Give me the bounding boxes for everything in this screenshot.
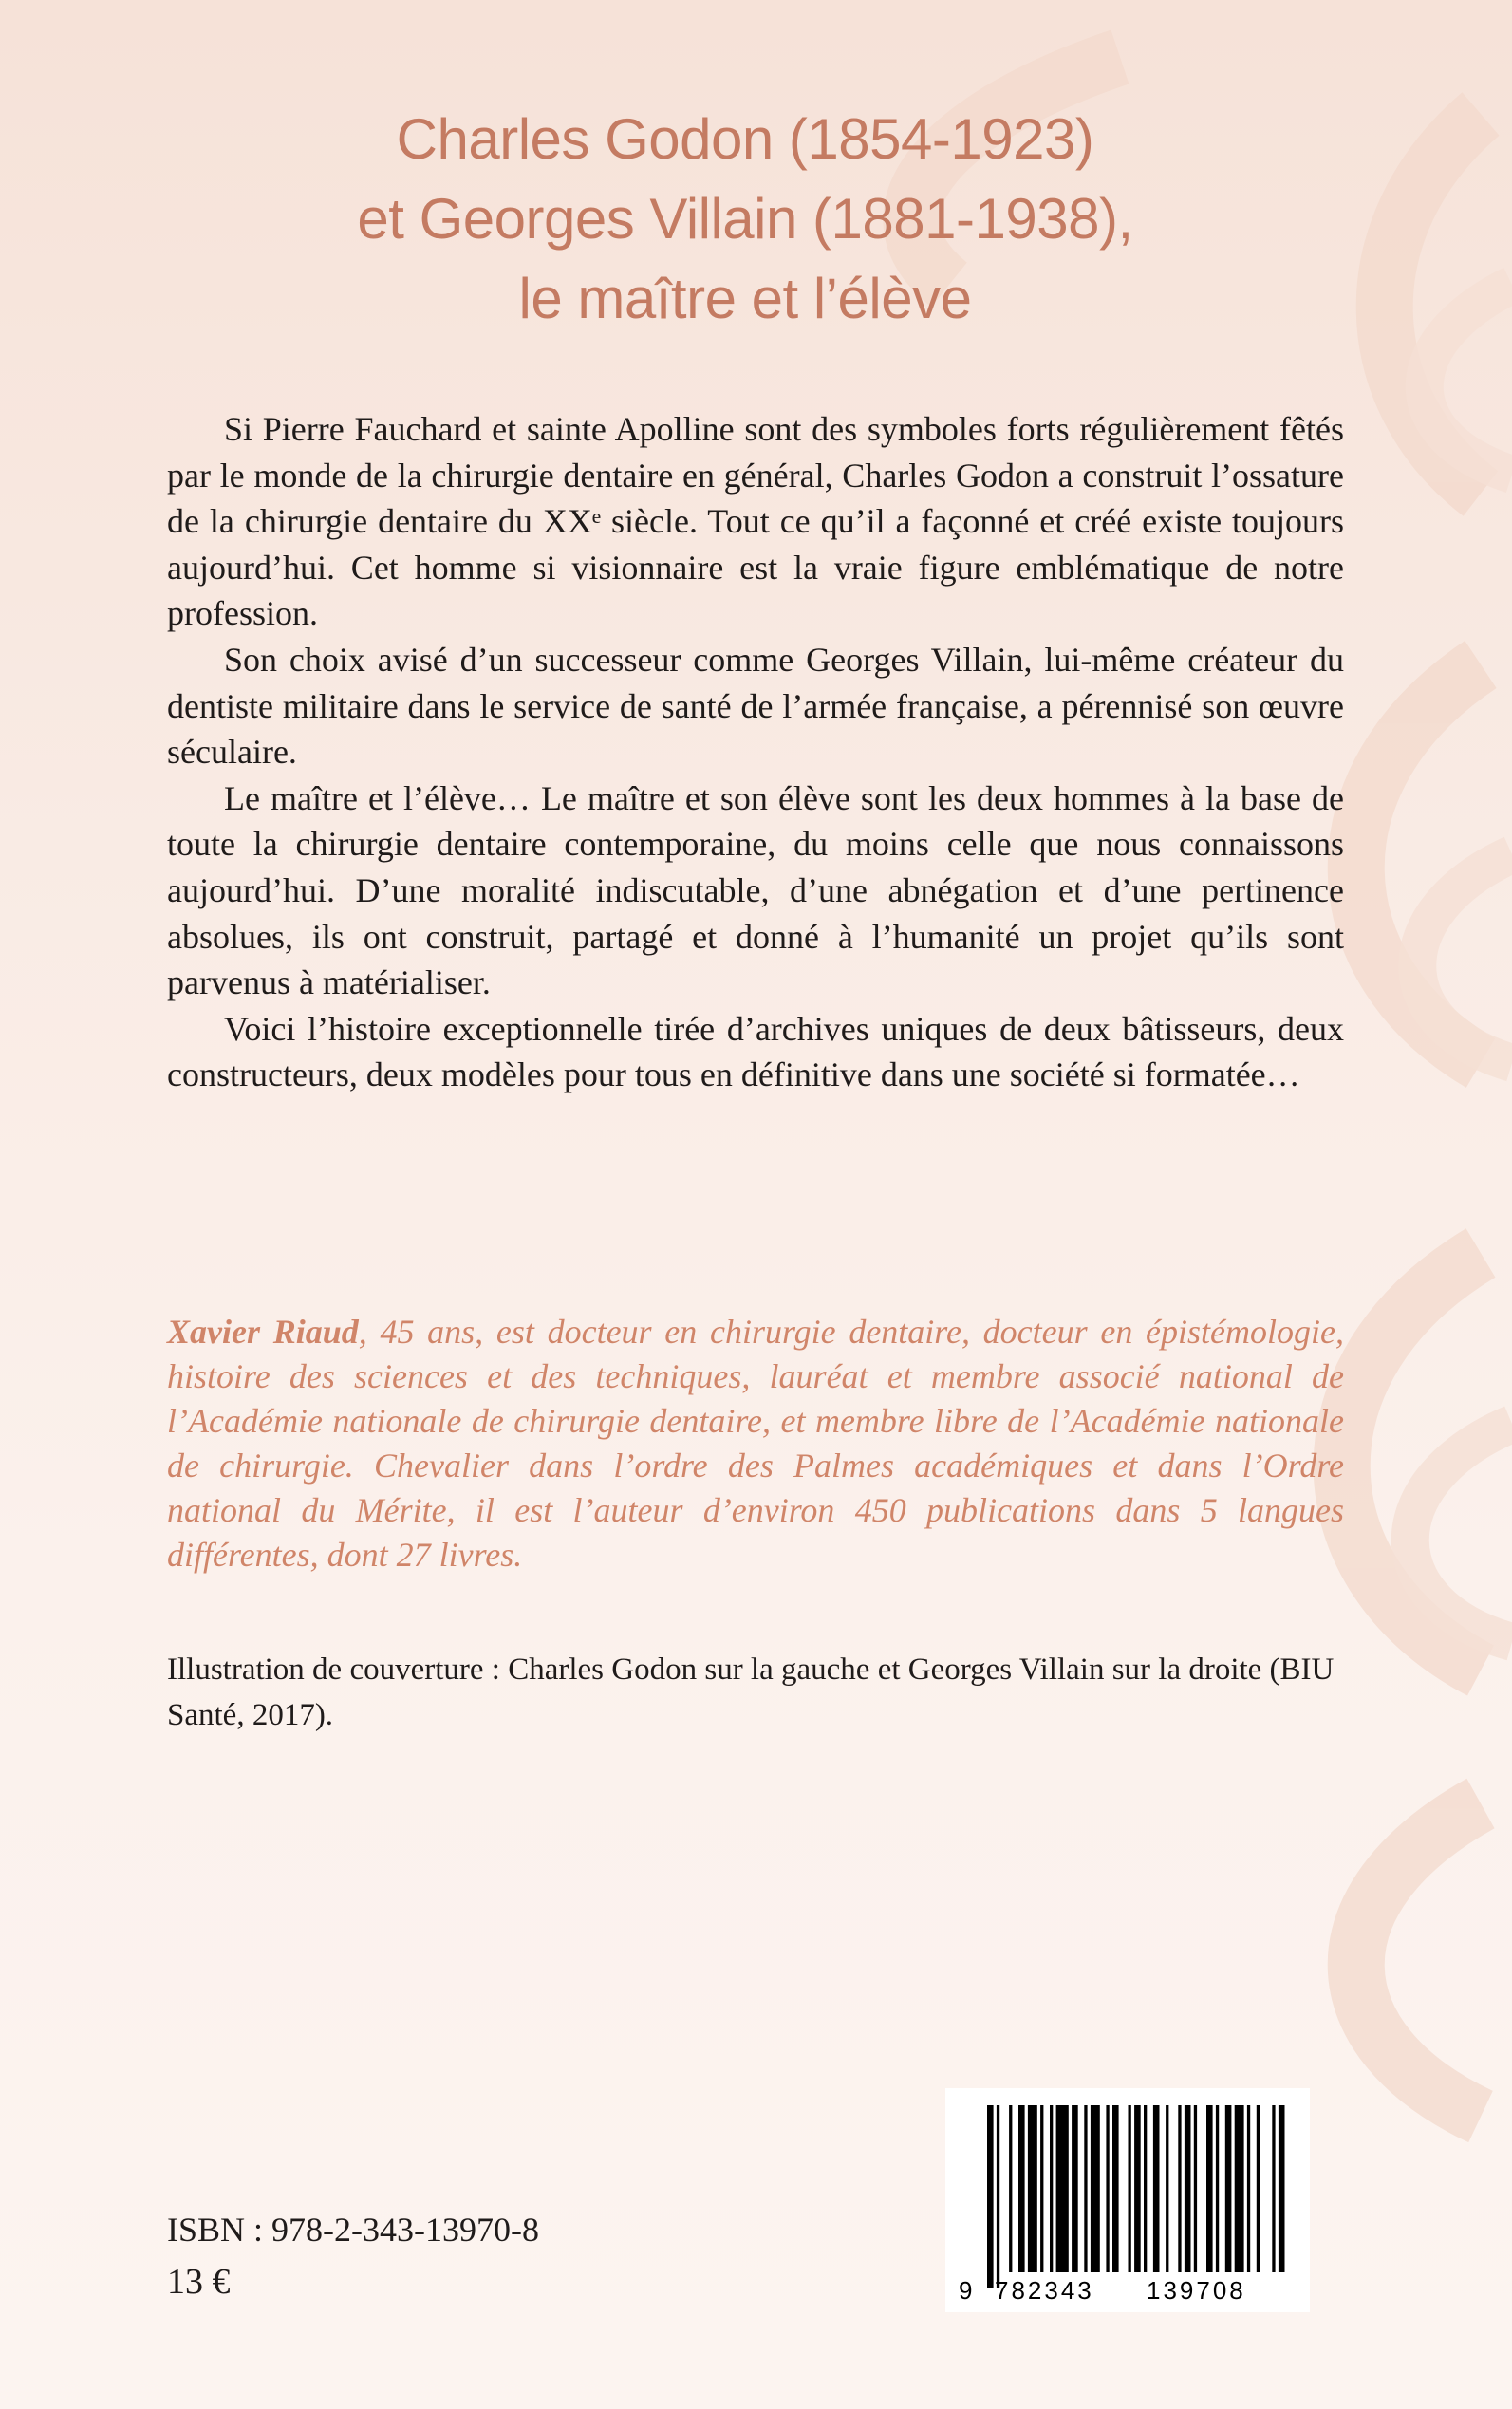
barcode-bar bbox=[1040, 2105, 1043, 2272]
barcode-bar bbox=[1166, 2105, 1168, 2272]
barcode-bar bbox=[1009, 2105, 1012, 2272]
author-bio bbox=[167, 1310, 1344, 1578]
barcode-bar bbox=[987, 2105, 994, 2288]
barcode-bar bbox=[1056, 2105, 1069, 2272]
barcode bbox=[945, 2088, 1310, 2312]
barcode-bar bbox=[1112, 2105, 1119, 2272]
barcode-digits-right: 139708 bbox=[1147, 2276, 1246, 2305]
blurb-paragraph-3: Le maître et l’élève… Le maître et son élève sont les deux hommes à la base de toute la chirurgie dentaire contemporaine, du moins celle que nous connaissons aujourd’hui. D’une moralité indiscutable, d’une abnégation et d’une pertinence absolues, ils ont construit, partagé et donné à l’humanité un projet qu’ils sont parvenus à matérialiser. bbox=[167, 778, 1344, 1002]
barcode-bar bbox=[1072, 2105, 1078, 2272]
barcode-bar bbox=[1153, 2105, 1160, 2272]
blurb-paragraph-4: Voici l’histoire exceptionnelle tirée d’archives uniques de deux bâtisseurs, deux constructeurs, deux modèles pour tous en définitive dans une société si formatée… bbox=[167, 1009, 1344, 1094]
barcode-bar bbox=[1134, 2105, 1141, 2272]
barcode-bar bbox=[1178, 2105, 1181, 2272]
barcode-bar bbox=[1018, 2105, 1025, 2272]
blurb-paragraph-2: Son choix avisé d’un successeur comme Georges Villain, lui-même créateur du dentiste militaire dans le service de santé de l’armée française, a pérennisé son œuvre séculaire. bbox=[167, 640, 1344, 772]
barcode-bar bbox=[1050, 2105, 1053, 2272]
barcode-bar bbox=[1129, 2105, 1131, 2272]
title-line-2: et Georges Villain (1881-1938), bbox=[357, 187, 1133, 251]
barcode-bar bbox=[1091, 2105, 1100, 2272]
barcode-bar bbox=[997, 2105, 999, 2288]
illustration-credit: Illustration de couverture : Charles Godon sur la gauche et Georges Villain sur la droite (BIU Santé, 2017). bbox=[167, 1653, 1335, 1732]
barcode-bar bbox=[1235, 2105, 1244, 2272]
barcode-bar bbox=[1206, 2105, 1213, 2272]
title-line-1: Charles Godon (1854-1923) bbox=[396, 107, 1094, 171]
blurb-paragraph-1: Si Pierre Fauchard et sainte Apolline sont des symboles forts régulièrement fêtés par le monde de la chirurgie dentaire en général, Charles Godon a construit l’ossature de la chirurgie dentaire du XXᵉ siècle. Tout ce qu’il a façonné et créé existe toujours aujourd’hui. Cet homme si visionnaire est la vraie figure emblématique de notre profession. bbox=[167, 410, 1344, 633]
barcode-bar bbox=[1216, 2105, 1219, 2272]
title-line-3: le maître et l’élève bbox=[518, 267, 972, 330]
isbn: ISBN : 978-2-343-13970-8 bbox=[167, 2211, 539, 2249]
barcode-bar bbox=[1194, 2105, 1197, 2272]
barcode-bar bbox=[1225, 2105, 1232, 2272]
author-bio-text: , 45 ans, est docteur en chirurgie dentaire, docteur en épistémologie, histoire des sciences et des techniques, lauréat et membre associé national de l’Académie nationale de chirurgie dentaire, et membre libre de l’Académie nationale de chirurgie. Chevalier dans l’ordre des Palmes académiques et dans l’Ordre national du Mérite, il est l’auteur d’environ 450 publications dans 5 langues différentes, dont 27 livres. bbox=[167, 1313, 1345, 1574]
price: 13 € bbox=[167, 2262, 231, 2302]
barcode-bar bbox=[1272, 2105, 1275, 2272]
barcode-bar bbox=[1185, 2105, 1191, 2272]
barcode-digit-lead: 9 bbox=[959, 2276, 973, 2305]
barcode-bar bbox=[1247, 2105, 1250, 2272]
barcode-bar bbox=[1028, 2105, 1037, 2272]
barcode-bar bbox=[1144, 2105, 1147, 2272]
author-name: Xavier Riaud bbox=[167, 1313, 359, 1351]
barcode-bar bbox=[1279, 2105, 1285, 2272]
barcode-bar bbox=[1106, 2105, 1109, 2272]
barcode-bar bbox=[1257, 2105, 1260, 2272]
barcode-bars bbox=[987, 2105, 1285, 2288]
barcode-digits-left: 782343 bbox=[995, 2276, 1094, 2305]
blurb bbox=[167, 406, 1344, 1098]
barcode-bar bbox=[1084, 2105, 1087, 2272]
book-title bbox=[237, 100, 1253, 339]
